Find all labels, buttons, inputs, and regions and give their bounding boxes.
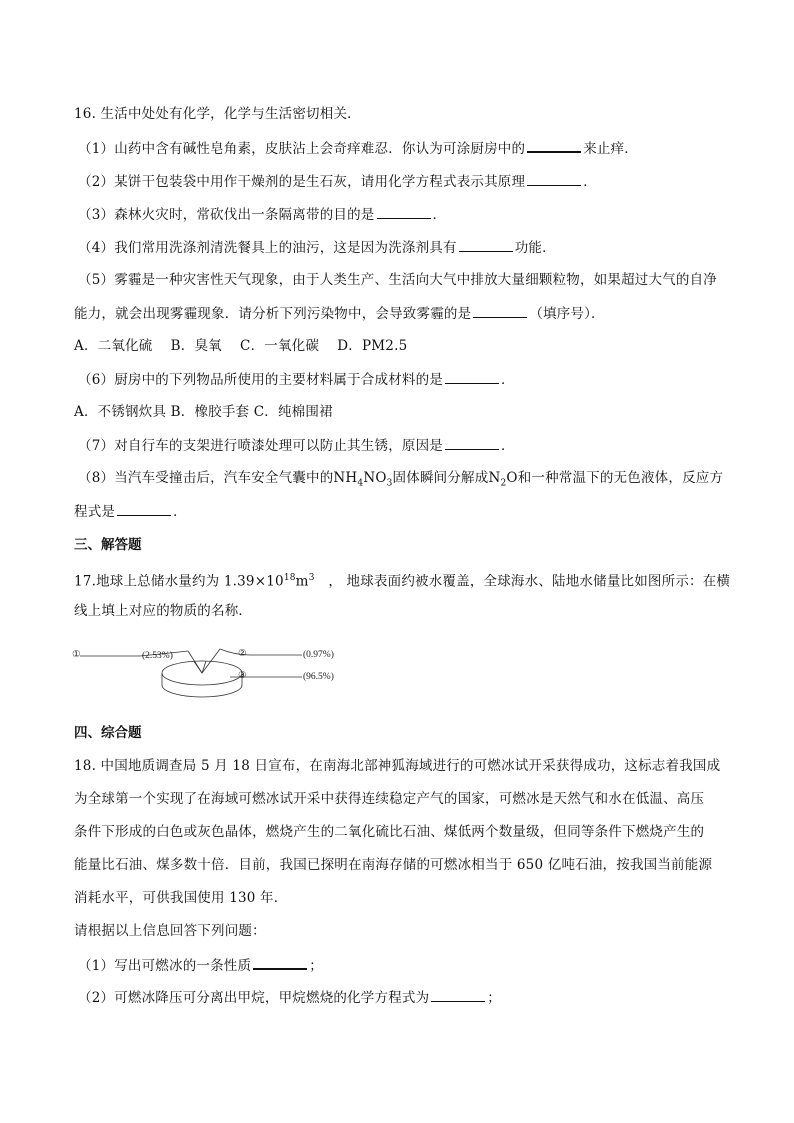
answer-blank[interactable]: [473, 303, 527, 318]
answer-blank[interactable]: [253, 954, 307, 970]
q18-part2: （2）可燃冰降压可分离出甲烷，甲烷燃烧的化学方程式为 ；: [78, 987, 501, 1008]
q16-part6-options: A．不锈钢炊具 B．橡胶手套 C．纯棉围裙: [74, 404, 333, 420]
q18-line4: 能量比石油、煤多数十倍．目前，我国已探明在南海存储的可燃冰相当于 650 亿吨石油，按我国当前能源: [74, 857, 713, 873]
q17-line2: 线上填上对应的物质的名称．: [74, 603, 253, 619]
q16-part8-line2: 程式是 ．: [74, 501, 187, 522]
q16-part6: （6）厨房中的下列物品所使用的主要材料属于合成材料的是 ．: [78, 369, 515, 390]
q16-part1: （1）山药中含有碱性皂角素，皮肤沾上会奇痒难忍．你认为可涂厨房中的 来止痒．: [78, 137, 638, 159]
q16-stem: 16. 生活中处处有化学，化学与生活密切相关．: [74, 106, 361, 122]
section-heading-3: 三、解答题: [74, 537, 142, 553]
pie-label-2: ②: [238, 649, 247, 659]
q16-part5-line2: 能力，就会出现雾霾现象．请分析下列污染物中，会导致雾霾的是 （填序号）．: [74, 303, 605, 324]
water-distribution-pie-figure: [70, 643, 350, 713]
pie-pct-2: (0.97%): [303, 650, 334, 660]
q18-line2: 为全球第一个实现了在海域可燃冰试开采中获得连续稳定产气的国家，可燃冰是天然气和水在低温、高压: [74, 791, 705, 807]
q17-line1: 17.地球上总储水量约为 $1.39\times 10^{18}m^3$ ， 地球表面约被水覆盖，全球海水、陆地水储量比如图所示：在横: [74, 573, 731, 590]
q18-line3: 条件下形成的白色或灰色晶体，燃烧产生的二氧化硫比石油、煤低两个数量级，但同等条件下燃烧产生的: [74, 824, 705, 840]
answer-blank[interactable]: [117, 501, 171, 516]
answer-blank[interactable]: [527, 171, 581, 186]
q16-part7: （7）对自行车的支架进行喷漆处理可以防止其生锈，原因是 ．: [78, 435, 515, 456]
q16-part3: （3）森林火灾时，常砍伐出一条隔离带的目的是 ．: [78, 204, 446, 225]
pie-pct-3: (96.5%): [303, 672, 334, 682]
answer-blank[interactable]: [527, 137, 581, 153]
q16-part8-line1: （8）当汽车受撞击后，汽车安全气囊中的$NH_4NO_3$固体瞬间分解成$N_2O$和一种常温下的无色液体，反应方: [78, 470, 724, 489]
answer-blank[interactable]: [431, 987, 485, 1002]
q18-prompt: 请根据以上信息回答下列问题：: [74, 923, 266, 939]
q16-part5-options: A．二氧化硫 B．臭氧 C．一氧化碳 D．PM2.5: [74, 338, 408, 354]
section-heading-4: 四、综合题: [74, 725, 142, 741]
chem-formula-n2o: $N_2O$: [488, 470, 518, 489]
answer-blank[interactable]: [459, 237, 513, 252]
q16-part5-line1: （5）雾霾是一种灾害性天气现象，由于人类生产、生活向大气中排放大量细颗粒物，如果超过大气的自净: [78, 272, 717, 288]
q16-part4: （4）我们常用洗涤剂清洗餐具上的油污，这是因为洗涤剂具有 功能．: [78, 237, 556, 258]
answer-blank[interactable]: [445, 369, 499, 384]
pie-cylinder: [162, 661, 242, 697]
q18-part1: （1）写出可燃冰的一条性质 ；: [78, 954, 323, 976]
q18-line1: 18. 中国地质调查局 5 月 18 日宣布，在南海北部神狐海域进行的可燃冰试开采获得成功，这标志着我国成: [74, 758, 721, 774]
chem-formula-nh4no3: $NH_4NO_3$: [333, 470, 393, 489]
q16-part2: （2）某饼干包装袋中用作干燥剂的是生石灰，请用化学方程式表示其原理 ．: [78, 171, 597, 192]
answer-blank[interactable]: [445, 435, 499, 450]
pie-pct-1: (2.53%): [142, 651, 173, 661]
pie-label-3: ③: [238, 671, 247, 681]
answer-blank[interactable]: [377, 204, 431, 219]
q18-line5: 消耗水平，可供我国使用 130 年．: [74, 890, 288, 906]
pie-label-1: ①: [72, 650, 81, 660]
